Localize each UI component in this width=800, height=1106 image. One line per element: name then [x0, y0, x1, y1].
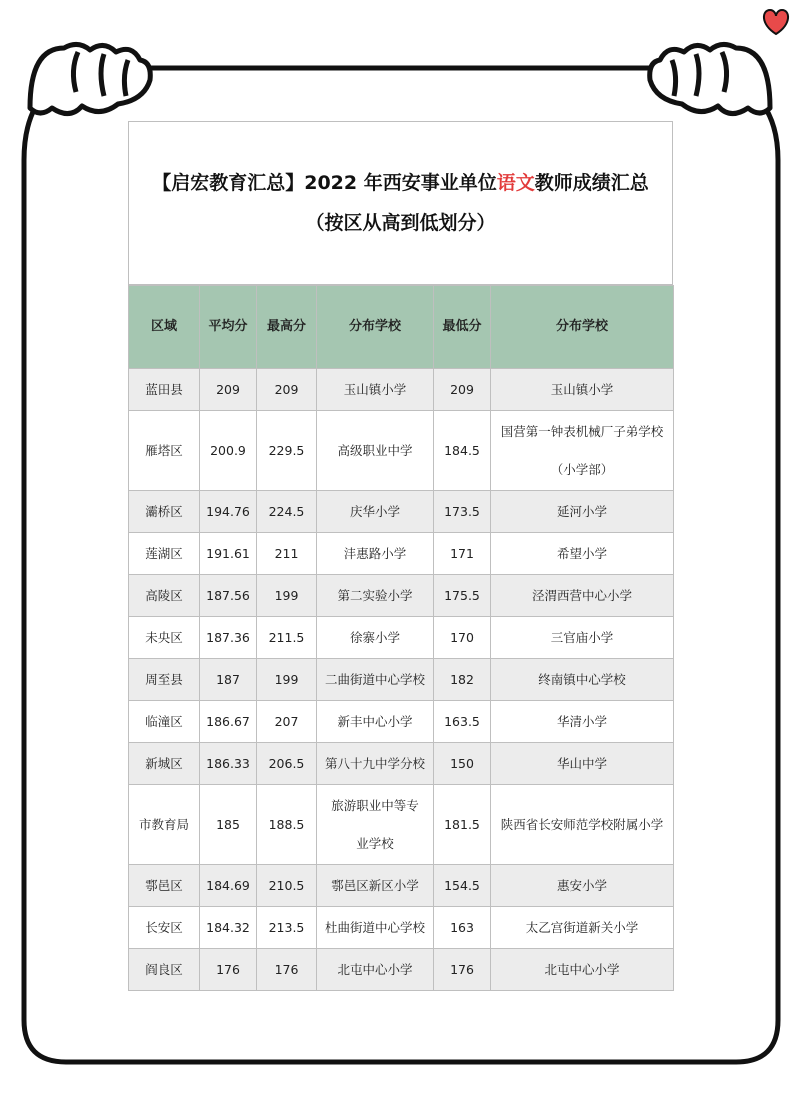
cell-min — [434, 907, 491, 949]
cell-avg — [200, 949, 257, 991]
cell-avg-text: 176 — [216, 961, 240, 977]
cell-max-school-text: 高级职业中学 — [337, 442, 413, 458]
header-max-school: 分布学校 — [317, 286, 434, 369]
cell-min — [434, 369, 491, 411]
cell-region — [129, 743, 200, 785]
cell-region-text: 周至县 — [145, 671, 183, 687]
cell-max-text: 176 — [274, 961, 299, 977]
cell-max-school-text: 旅游职业中等专业学校 — [331, 797, 419, 851]
cell-min — [434, 491, 491, 533]
cell-avg — [200, 575, 257, 617]
cell-avg — [200, 907, 257, 949]
cell-avg-text: 184.69 — [206, 877, 250, 893]
cell-max-school — [317, 865, 434, 907]
header-max: 最高分 — [257, 286, 317, 369]
cell-region — [129, 491, 200, 533]
cell-region-text: 市教育局 — [138, 816, 189, 832]
cell-region — [129, 369, 200, 411]
cell-avg-text: 184.32 — [206, 919, 250, 935]
cell-min-text: 170 — [450, 629, 474, 645]
cell-max-school-text: 二曲街道中心学校 — [324, 671, 425, 687]
cell-min — [434, 575, 491, 617]
table-row — [129, 865, 674, 907]
cell-max — [257, 949, 317, 991]
cell-max-school — [317, 575, 434, 617]
cell-min-school-text: 陕西省长安师范学校附属小学 — [500, 816, 664, 832]
cell-max-text: 213.5 — [268, 919, 305, 935]
cell-avg-text: 186.33 — [206, 755, 250, 771]
table-row — [129, 949, 674, 991]
cell-region-text: 长安区 — [145, 919, 183, 935]
title-line — [152, 163, 649, 203]
cell-max — [257, 533, 317, 575]
header-region: 区域 — [129, 286, 200, 369]
cell-max — [257, 907, 317, 949]
cell-min — [434, 785, 491, 865]
title-suffix: 教师成绩汇总 — [534, 172, 649, 194]
cell-region — [129, 701, 200, 743]
cell-max-school — [317, 369, 434, 411]
cell-region-text: 雁塔区 — [145, 442, 183, 458]
cell-avg — [200, 743, 257, 785]
table-row — [129, 533, 674, 575]
cell-max-text: 206.5 — [268, 755, 305, 771]
cell-min-school — [491, 617, 674, 659]
cell-min-text: 184.5 — [444, 442, 480, 458]
table-row — [129, 491, 674, 533]
cell-min-text: 181.5 — [444, 816, 480, 832]
table-header-row — [129, 286, 674, 369]
cell-avg — [200, 617, 257, 659]
score-table-container — [128, 121, 673, 991]
cell-min — [434, 743, 491, 785]
cell-min-text: 176 — [450, 961, 474, 977]
cell-max — [257, 575, 317, 617]
cell-min-school-text: 国营第一钟表机械厂子弟学校（小学部） — [500, 423, 664, 477]
cell-region — [129, 411, 200, 491]
cell-avg — [200, 411, 257, 491]
cell-max-school — [317, 411, 434, 491]
cell-region — [129, 865, 200, 907]
cell-min — [434, 701, 491, 743]
cell-avg — [200, 701, 257, 743]
cell-max — [257, 659, 317, 701]
cell-min-school — [491, 701, 674, 743]
cell-max-school-text: 新丰中心小学 — [337, 713, 413, 729]
cell-region — [129, 785, 200, 865]
cell-region-text: 灞桥区 — [145, 503, 183, 519]
table-row — [129, 785, 674, 865]
cell-max-text: 207 — [274, 713, 299, 729]
cell-min-school — [491, 743, 674, 785]
title-highlight: 语文 — [496, 172, 535, 194]
cell-region — [129, 659, 200, 701]
cell-max — [257, 785, 317, 865]
cell-region-text: 临潼区 — [145, 713, 183, 729]
cell-max — [257, 701, 317, 743]
cell-max-school-text: 第八十九中学分校 — [324, 755, 425, 771]
cell-min-school-text: 希望小学 — [556, 545, 607, 561]
heart-icon — [764, 10, 788, 34]
cell-avg-text: 194.76 — [206, 503, 250, 519]
cell-min-text: 175.5 — [444, 587, 480, 603]
cell-min-school — [491, 369, 674, 411]
cell-avg-text: 185 — [216, 816, 240, 832]
header-avg: 平均分 — [200, 286, 257, 369]
cell-avg-text: 187 — [216, 671, 240, 687]
cell-max-school — [317, 701, 434, 743]
cell-min-school-text: 华山中学 — [556, 755, 607, 771]
cell-avg — [200, 865, 257, 907]
cell-region-text: 莲湖区 — [145, 545, 183, 561]
cell-min-text: 182 — [450, 671, 474, 687]
header-min: 最低分 — [434, 286, 491, 369]
cell-min-school-text: 太乙宫街道新关小学 — [525, 919, 639, 935]
table-row — [129, 701, 674, 743]
cell-max-school-text: 沣惠路小学 — [343, 545, 407, 561]
cell-max-school — [317, 491, 434, 533]
cell-max-school — [317, 743, 434, 785]
cell-region-text: 阎良区 — [145, 961, 183, 977]
cell-region-text: 蓝田县 — [145, 381, 183, 397]
cell-min-school-text: 华清小学 — [556, 713, 607, 729]
cell-min-school — [491, 865, 674, 907]
cell-min-text: 154.5 — [444, 877, 480, 893]
cell-avg — [200, 659, 257, 701]
cell-min-school-text: 三官庙小学 — [550, 629, 614, 645]
cell-min — [434, 411, 491, 491]
cell-region-text: 鄠邑区 — [145, 877, 183, 893]
table-row — [129, 575, 674, 617]
cell-avg-text: 187.36 — [206, 629, 250, 645]
cell-min-school — [491, 533, 674, 575]
table-row — [129, 907, 674, 949]
cell-min-text: 150 — [450, 755, 474, 771]
cell-max-school-text: 鄠邑区新区小学 — [331, 877, 419, 893]
cell-max-text: 209 — [274, 381, 299, 397]
cell-max-text: 224.5 — [268, 503, 305, 519]
cell-min — [434, 949, 491, 991]
cell-max-school-text: 玉山镇小学 — [343, 381, 407, 397]
table-row — [129, 743, 674, 785]
cell-min-school — [491, 785, 674, 865]
cell-avg — [200, 491, 257, 533]
cell-region — [129, 949, 200, 991]
cell-max-text: 199 — [274, 587, 299, 603]
cell-max-school-text: 徐寨小学 — [349, 629, 400, 645]
table-row — [129, 369, 674, 411]
cell-min-school-text: 北屯中心小学 — [544, 961, 620, 977]
cell-region — [129, 575, 200, 617]
title-subtitle: （按区从高到低划分） — [305, 212, 496, 234]
cell-max-school-text: 杜曲街道中心学校 — [324, 919, 425, 935]
cell-min-school — [491, 949, 674, 991]
cell-region — [129, 533, 200, 575]
cell-region — [129, 907, 200, 949]
cell-min-school — [491, 659, 674, 701]
header-min-school: 分布学校 — [491, 286, 674, 369]
cell-max — [257, 865, 317, 907]
cell-min — [434, 865, 491, 907]
cell-region-text: 高陵区 — [145, 587, 183, 603]
cell-avg-text: 200.9 — [210, 442, 246, 458]
cell-avg-text: 187.56 — [206, 587, 250, 603]
cell-region-text: 未央区 — [145, 629, 183, 645]
cell-max — [257, 743, 317, 785]
cell-max-text: 199 — [274, 671, 299, 687]
cell-max-text: 211 — [274, 545, 299, 561]
cell-min-school — [491, 411, 674, 491]
table-title — [128, 121, 673, 285]
cell-min-text: 163 — [450, 919, 474, 935]
cell-min — [434, 659, 491, 701]
cell-max-school — [317, 533, 434, 575]
cell-avg-text: 186.67 — [206, 713, 250, 729]
cell-min-text: 209 — [450, 381, 474, 397]
table-row — [129, 411, 674, 491]
cell-min-school-text: 泾渭西营中心小学 — [531, 587, 632, 603]
cell-region — [129, 617, 200, 659]
cell-max — [257, 617, 317, 659]
cell-min-school — [491, 907, 674, 949]
cell-region-text: 新城区 — [145, 755, 183, 771]
cell-max-text: 229.5 — [268, 442, 305, 458]
table-row — [129, 617, 674, 659]
cell-avg — [200, 369, 257, 411]
title-prefix: 【启宏教育汇总】2022 年西安事业单位 — [152, 172, 497, 194]
cell-max-text: 211.5 — [268, 629, 305, 645]
cell-min-school-text: 玉山镇小学 — [550, 381, 614, 397]
cell-min-text: 171 — [450, 545, 474, 561]
cell-max-school — [317, 949, 434, 991]
cell-max-school-text: 第二实验小学 — [337, 587, 413, 603]
cell-avg — [200, 533, 257, 575]
cell-avg-text: 209 — [216, 381, 240, 397]
cell-max — [257, 369, 317, 411]
cell-max-school — [317, 785, 434, 865]
cell-min-text: 173.5 — [444, 503, 480, 519]
cell-max-school-text: 庆华小学 — [349, 503, 400, 519]
cell-max-text: 210.5 — [268, 877, 305, 893]
cell-min-school-text: 终南镇中心学校 — [538, 671, 626, 687]
cell-max — [257, 491, 317, 533]
cell-min-school-text: 惠安小学 — [556, 877, 607, 893]
cell-max-school — [317, 617, 434, 659]
score-table — [128, 285, 674, 991]
cell-max — [257, 411, 317, 491]
cell-max-school — [317, 659, 434, 701]
cell-min-school-text: 延河小学 — [556, 503, 607, 519]
table-row — [129, 659, 674, 701]
cell-min — [434, 533, 491, 575]
cell-min-text: 163.5 — [444, 713, 480, 729]
cell-min — [434, 617, 491, 659]
cell-max-school — [317, 907, 434, 949]
cell-max-text: 188.5 — [268, 816, 305, 832]
cell-max-school-text: 北屯中心小学 — [337, 961, 413, 977]
cell-min-school — [491, 491, 674, 533]
cell-avg — [200, 785, 257, 865]
cell-avg-text: 191.61 — [206, 545, 250, 561]
cell-min-school — [491, 575, 674, 617]
